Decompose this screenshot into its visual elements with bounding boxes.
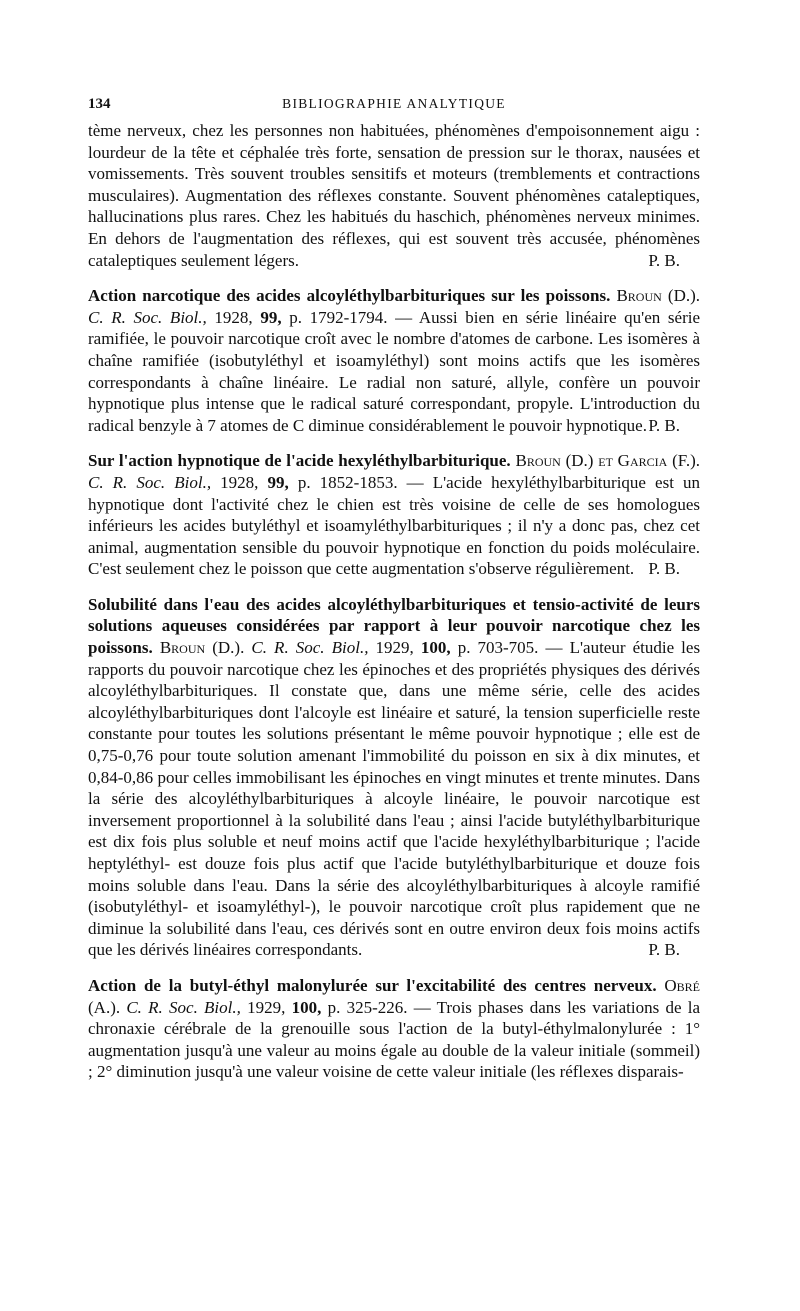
page xyxy=(88,96,700,1083)
entry-volume: 99, xyxy=(267,472,289,492)
page-header xyxy=(88,96,700,120)
entry-body: — Aussi bien en série linéaire qu'en série ramifiée, le pouvoir narcotique croît avec le nombre d'atomes de carbone. Les isomères à chaîne ramifiée (isobutyléthyl et isoamyléthyl) sont moins actifs que les isomères correspondants à chaîne linéaire. Le radial non saturé, allyle, confère un pouvoir hypnotique plus intense que le radical saturé correspondant, propyle. L'introduction du radical benzyle à 7 atomes de C diminue considérablement le pouvoir hypnotique. xyxy=(88,307,700,435)
entry-signature: P. B. xyxy=(648,559,680,579)
entry-title: Action de la butyl-éthyl malonylurée sur l'excitabilité des centres nerveux. xyxy=(88,975,657,995)
intro-text: tème nerveux, chez les personnes non habituées, phénomènes d'empoisonnement aigu : lourdeur de la tête et céphalée très forte, sensation de pression sur le thorax, nausées et vomissements. Très souvent troubles sensitifs et moteurs (tremblements et contractions musculaires). Augmentation des réflexes constante. Souvent phénomènes cataleptiques, hallucinations plus rares. Chez les habitués du haschich, phénomènes nerveux minimes. En dehors de l'augmentation des réflexes, qui est souvent très accusée, phénomènes cataleptiques seulement légers. xyxy=(88,121,700,270)
abstract-entry xyxy=(88,975,700,1083)
entry-signature: P. B. xyxy=(648,940,680,960)
abstract-entry xyxy=(88,450,700,580)
entry-title: Action narcotique des acides alcoyléthylbarbituriques sur les poissons. xyxy=(88,286,611,306)
entry-year: 1928, xyxy=(214,307,253,327)
entry-body: — L'auteur étudie les rapports du pouvoir narcotique chez les épinoches et des propriétés physiques des dérivés alcoyléthylbarbituriques. Il constate que, dans une même série, celle des acides alcoyléthylbarbituriques dont l'alcoyle est linéaire et saturé, la tension superficielle reste constante pour toutes les solutions présentant le même pouvoir hypnotique ; elle est de 0,75-0,76 pour toute solution amenant l'immobilité du poisson en six à dix minutes, et 0,84-0,86 pour celles immobilisant les épinoches en vingt minutes et trente minutes. Dans la série des alcoyléthylbarbituriques à alcoyle linéaire, le pouvoir narcotique est inversement proportionnel à la solubilité dans l'eau ; ainsi l'acide butyléthylbarbiturique est dix fois plus soluble et neuf moins actif que l'acide hexyléthylbarbiturique ; l'acide heptyléthyl- est douze fois plus actif que l'acide butyléthylbarbiturique et douze fois moins soluble dans l'eau. Dans la série des alcoyléthylbarbituriques à alcoyle ramifié (isobutyléthyl- et isoamyléthyl-), le pouvoir narcotique croît plus rapidement que ne diminue la solubilité dans l'eau, ces dérivés sont en outre environ deux fois moins actifs que les dérivés linéaires correspondants. xyxy=(88,638,701,960)
entry-author: Broun (D.). xyxy=(159,638,245,658)
entry-year: 1928, xyxy=(220,472,259,492)
entry-journal: C. R. Soc. Biol., xyxy=(251,638,369,658)
entry-year: 1929, xyxy=(247,997,286,1017)
entry-author: Obré (A.). xyxy=(88,975,700,1017)
entry-pages: p. 703-705. xyxy=(457,638,539,658)
entry-volume: 99, xyxy=(260,307,282,327)
entry-title: Solubilité dans l'eau des acides alcoyléthylbarbituriques et tensio-activité de leurs solutions aqueuses considérées par rapport à leur pouvoir narcotique chez les poissons. xyxy=(88,594,700,658)
entry-signature: P. B. xyxy=(648,415,680,435)
abstract-entry xyxy=(88,594,700,961)
entry-pages: p. 1792-1794. xyxy=(289,307,388,327)
entry-journal: C. R. Soc. Biol., xyxy=(88,472,212,492)
entry-author: Broun (D.) et Garcia (F.). xyxy=(515,451,700,471)
entry-journal: C. R. Soc. Biol., xyxy=(88,307,207,327)
entry-title: Sur l'action hypnotique de l'acide hexyléthylbarbiturique. xyxy=(88,451,511,471)
entry-body: — L'acide hexyléthylbarbiturique est un hypnotique dont l'activité chez le chien est très voisine de celle de ses homologues inférieurs les acides butyléthyl et isoamyléthylbarbituriques ; il n'y a donc pas, chez cet animal, augmentation sensible du pouvoir hypnotique en fonction du poids moléculaire. C'est seulement chez le poisson que cette augmentation s'observe régulièrement. xyxy=(88,472,700,579)
entry-volume: 100, xyxy=(420,638,451,658)
intro-paragraph xyxy=(88,120,700,271)
intro-signature: P. B. xyxy=(648,250,680,270)
entry-journal: C. R. Soc. Biol., xyxy=(126,997,241,1017)
abstract-entry xyxy=(88,285,700,436)
entry-year: 1929, xyxy=(375,638,414,658)
running-title: BIBLIOGRAPHIE ANALYTIQUE xyxy=(282,96,506,111)
entry-pages: p. 325-226. xyxy=(327,997,408,1017)
page-number: 134 xyxy=(88,96,111,112)
entry-body: — Trois phases dans les variations de la chronaxie cérébrale de la grenouille sous l'action de la butyl-éthylmalonylurée : 1° augmentation jusqu'à une valeur au moins égale au double de la valeur initiale (sommeil) ; 2° diminution jusqu'à une valeur voisine de cette valeur initiale (les réflexes disparais- xyxy=(88,997,701,1082)
entry-pages: p. 1852-1853. xyxy=(297,472,398,492)
entry-author: Broun (D.). xyxy=(616,286,701,306)
entry-volume: 100, xyxy=(291,997,322,1017)
